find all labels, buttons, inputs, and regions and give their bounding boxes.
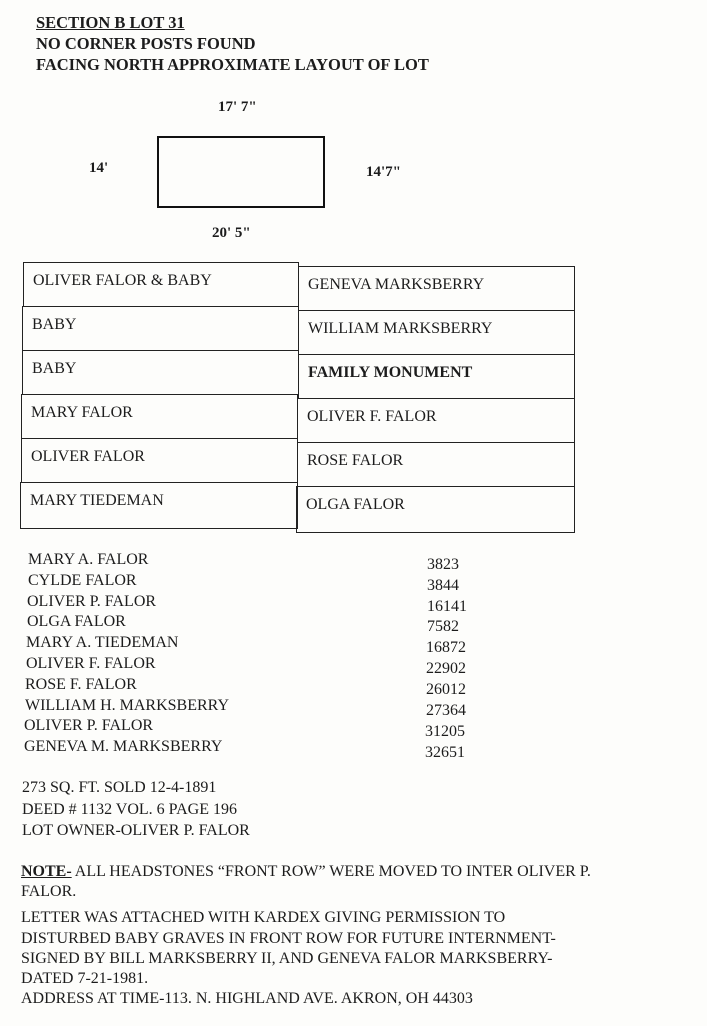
document-header	[36, 12, 429, 75]
interment-name: CYLDE FALOR	[28, 572, 137, 589]
interment-number: 27364	[426, 702, 466, 719]
section-lot-title: SECTION B LOT 31	[36, 13, 185, 32]
note-line	[21, 862, 591, 882]
layout-orientation-note: FACING NORTH APPROXIMATE LAYOUT OF LOT	[36, 55, 429, 74]
dimension-top: 17' 7"	[218, 99, 257, 115]
grave-cell: MARY TIEDEMAN	[20, 482, 298, 529]
dimension-right: 14'7"	[366, 164, 401, 180]
lot-size-sold-date: 273 SQ. FT. SOLD 12-4-1891	[22, 779, 217, 796]
interment-number: 3823	[427, 556, 459, 573]
interment-number: 31205	[425, 723, 465, 740]
dimension-left: 14'	[89, 160, 109, 176]
corner-posts-note: NO CORNER POSTS FOUND	[36, 34, 256, 53]
interment-name: OLIVER P. FALOR	[27, 593, 157, 610]
grave-cell: WILLIAM MARKSBERRY	[298, 310, 575, 355]
note-line: LETTER WAS ATTACHED WITH KARDEX GIVING PERMISSION TO	[21, 909, 506, 926]
interment-number: 26012	[426, 681, 466, 698]
interment-number: 16141	[427, 598, 467, 615]
note-line: ADDRESS AT TIME-113. N. HIGHLAND AVE. AKRON, OH 44303	[21, 990, 473, 1007]
grave-cell: MARY FALOR	[21, 394, 298, 439]
grave-cell: OLIVER FALOR & BABY	[23, 262, 299, 307]
note-line: DATED 7-21-1981.	[21, 970, 149, 987]
grave-cell: BABY	[22, 350, 299, 395]
grave-cell: OLGA FALOR	[296, 486, 575, 533]
interment-name: OLIVER F. FALOR	[26, 655, 156, 672]
grave-cell: GENEVA MARKSBERRY	[298, 266, 575, 311]
interment-name: OLGA FALOR	[27, 613, 126, 630]
dimension-bottom: 20' 5"	[212, 225, 251, 241]
note-line: SIGNED BY BILL MARKSBERRY II, AND GENEVA FALOR MARKSBERRY-	[21, 950, 553, 967]
interment-name: MARY A. FALOR	[28, 551, 149, 568]
interment-number: 22902	[426, 660, 466, 677]
note-line: DISTURBED BABY GRAVES IN FRONT ROW FOR FUTURE INTERNMENT-	[21, 930, 556, 947]
interment-name: GENEVA M. MARKSBERRY	[24, 738, 223, 755]
interment-name: ROSE F. FALOR	[25, 676, 137, 693]
grave-cell: OLIVER FALOR	[21, 438, 298, 483]
grave-layout-table	[20, 262, 575, 533]
interment-name: OLIVER P. FALOR	[24, 717, 154, 734]
interment-number: 3844	[427, 577, 459, 594]
interment-number: 16872	[426, 639, 466, 656]
deed-reference: DEED # 1132 VOL. 6 PAGE 196	[22, 801, 237, 818]
note-line: FALOR.	[21, 883, 77, 900]
lot-owner: LOT OWNER-OLIVER P. FALOR	[22, 822, 250, 839]
grave-cell: OLIVER F. FALOR	[297, 398, 575, 443]
grave-cell: FAMILY MONUMENT	[298, 354, 575, 399]
interment-number: 32651	[425, 744, 465, 761]
interment-name: MARY A. TIEDEMAN	[26, 634, 179, 651]
lot-outline	[157, 136, 325, 208]
grave-cell: BABY	[22, 306, 299, 351]
interment-number: 7582	[427, 618, 459, 635]
note-label: NOTE-	[21, 863, 72, 880]
grave-cell: ROSE FALOR	[297, 442, 575, 487]
note-text: ALL HEADSTONES “FRONT ROW” WERE MOVED TO INTER OLIVER P.	[71, 863, 591, 880]
interment-name: WILLIAM H. MARKSBERRY	[25, 697, 230, 714]
